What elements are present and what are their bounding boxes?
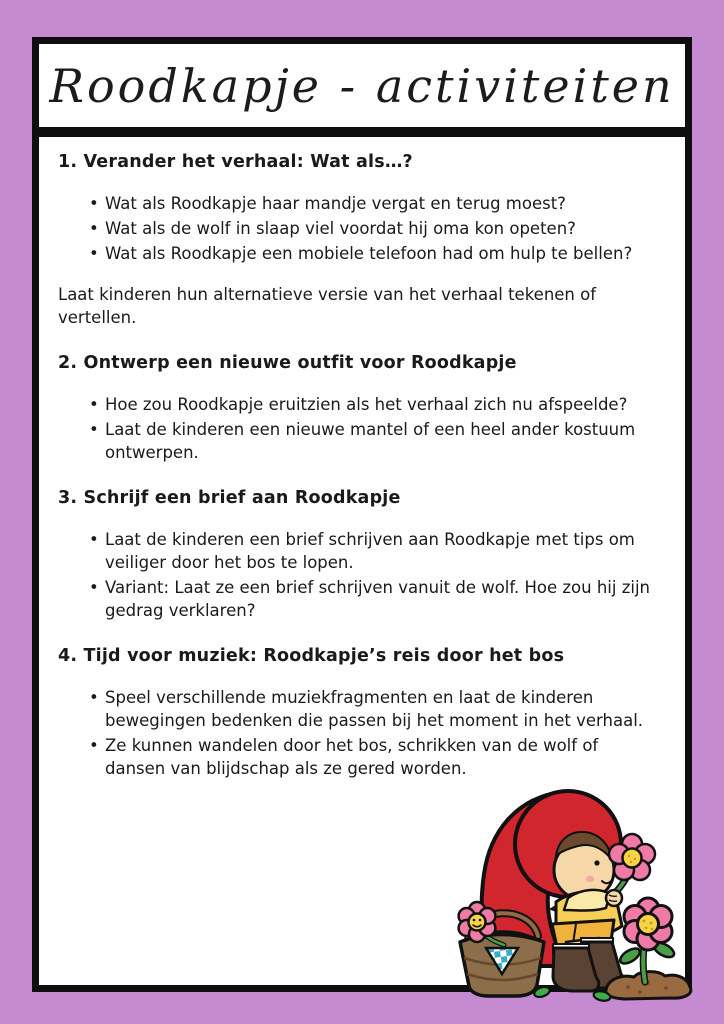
bullet-list: [58, 192, 659, 265]
hand-with-flower: [606, 834, 655, 906]
bullet-item: • Variant: Laat ze een brief schrijven vanuit de wolf. Hoe zou hij zijn gedrag verklaren?: [89, 576, 659, 622]
bullet-item: • Ze kunnen wandelen door het bos, schrikken van de wolf of dansen van blijdschap als ze gered worden.: [89, 734, 659, 780]
bullet-item: • Wat als Roodkapje een mobiele telefoon had om hulp te bellen?: [89, 242, 659, 265]
section-4: [58, 646, 659, 780]
roodkapje-illustration: [452, 782, 698, 1008]
section-1: [58, 152, 659, 329]
section-heading: 1. Verander het verhaal: Wat als…?: [58, 152, 413, 172]
little-red-riding-hood-picking-flowers-image: [452, 782, 698, 1008]
page-title: Roodkapje - activiteiten: [49, 58, 675, 113]
section-heading: 4. Tijd voor muziek: Roodkapje’s reis door het bos: [58, 646, 565, 666]
bullet-item: • Wat als de wolf in slaap viel voordat hij oma kon opeten?: [89, 217, 659, 240]
section-note: Laat kinderen hun alternatieve versie van het verhaal tekenen of vertellen.: [58, 285, 597, 327]
bullet-list: [58, 528, 659, 622]
section-heading: 2. Ontwerp een nieuwe outfit voor Roodkapje: [58, 353, 517, 373]
growing-flower: [618, 898, 677, 982]
section-2: [58, 353, 659, 464]
bullet-item: • Speel verschillende muziekfragmenten en laat de kinderen bewegingen bedenken die passen bij het moment in het verhaal.: [89, 686, 659, 732]
bullet-item: • Hoe zou Roodkapje eruitzien als het verhaal zich nu afspeelde?: [89, 393, 659, 416]
bullet-item: • Laat de kinderen een nieuwe mantel of een heel ander kostuum ontwerpen.: [89, 418, 659, 464]
bullet-item: • Laat de kinderen een brief schrijven aan Roodkapje met tips om veiliger door het bos te lopen.: [89, 528, 659, 574]
section-3: [58, 488, 659, 622]
section-heading: 3. Schrijf een brief aan Roodkapje: [58, 488, 401, 508]
bullet-list: [58, 686, 659, 780]
eye: [594, 860, 599, 865]
fist: [606, 890, 622, 906]
bullet-item: • Wat als Roodkapje haar mandje vergat en terug moest?: [89, 192, 659, 215]
title-panel: [32, 37, 692, 134]
blush: [586, 876, 594, 882]
leaf: [618, 946, 642, 967]
bullet-list: [58, 393, 659, 464]
